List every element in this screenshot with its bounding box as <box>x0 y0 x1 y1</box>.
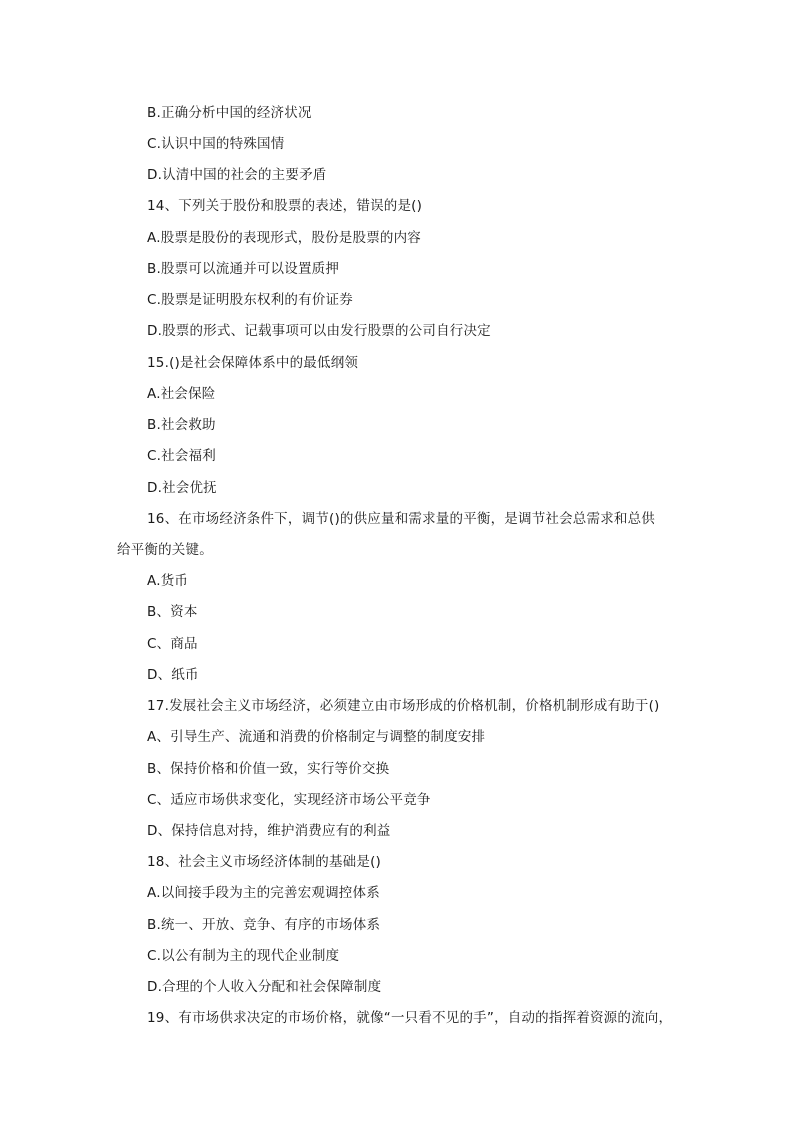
option-17c: C、适应市场供求变化，实现经济市场公平竞争 <box>147 792 431 808</box>
option-18c: C.以公有制为主的现代企业制度 <box>147 948 340 964</box>
option-16d: D、纸币 <box>147 667 199 683</box>
option-16a: A.货币 <box>147 573 189 589</box>
option-17a: A、引导生产、流通和消费的价格制定与调整的制度安排 <box>147 729 486 745</box>
option-14b: B.股票可以流通并可以设置质押 <box>147 261 340 277</box>
question-14: 14、下列关于股份和股票的表述，错误的是() <box>147 198 423 214</box>
option-16c: C、商品 <box>147 636 198 652</box>
option-15a: A.社会保险 <box>147 386 216 402</box>
option-14d: D.股票的形式、记载事项可以由发行股票的公司自行决定 <box>147 323 491 339</box>
question-15: 15.()是社会保障体系中的最低纲领 <box>147 355 359 371</box>
option-17b: B、保持价格和价值一致，实行等价交换 <box>147 761 390 777</box>
option-13c: C.认识中国的特殊国情 <box>147 136 285 152</box>
option-13b: B.正确分析中国的经济状况 <box>147 105 312 121</box>
question-16: 16、在市场经济条件下，调节()的供应量和需求量的平衡，是调节社会总需求和总供 <box>147 511 656 527</box>
option-18b: B.统一、开放、竞争、有序的市场体系 <box>147 917 381 933</box>
option-16b: B、资本 <box>147 604 198 620</box>
question-18: 18、社会主义市场经济体制的基础是() <box>147 854 382 870</box>
option-15d: D.社会优抚 <box>147 480 217 496</box>
question-19: 19、有市场供求决定的市场价格，就像“一只看不见的手”，自动的指挥着资源的流向， <box>147 1010 673 1026</box>
option-13d: D.认清中国的社会的主要矛盾 <box>147 167 327 183</box>
option-18a: A.以间接手段为主的完善宏观调控体系 <box>147 885 380 901</box>
option-14c: C.股票是证明股东权利的有价证券 <box>147 292 353 308</box>
option-14a: A.股票是股份的表现形式，股份是股票的内容 <box>147 230 421 246</box>
option-15b: B.社会救助 <box>147 417 216 433</box>
option-18d: D.合理的个人收入分配和社会保障制度 <box>147 979 382 995</box>
option-15c: C.社会福利 <box>147 448 216 464</box>
option-17d: D、保持信息对持，维护消费应有的利益 <box>147 823 391 839</box>
question-17: 17.发展社会主义市场经济，必须建立由市场形成的价格机制，价格机制形成有助于() <box>147 698 660 714</box>
question-16-continued: 给平衡的关键。 <box>117 542 213 558</box>
